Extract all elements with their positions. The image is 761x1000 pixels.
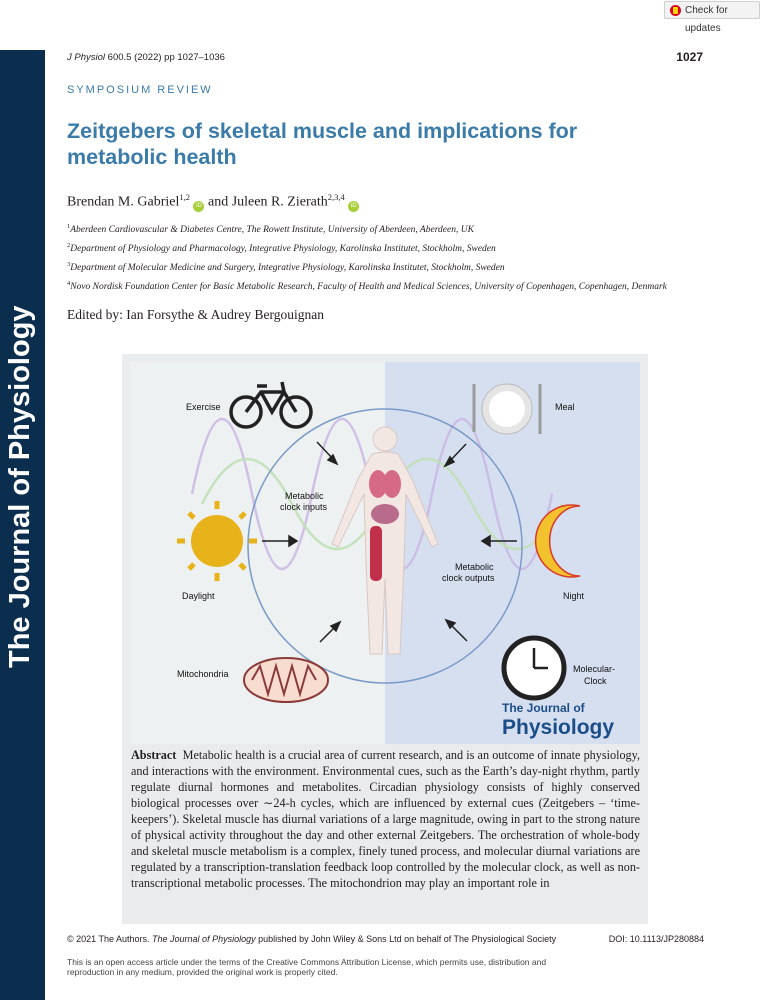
- orcid-icon[interactable]: iD: [348, 201, 359, 212]
- crossmark-icon: [670, 5, 681, 16]
- affiliation-item: [67, 238, 707, 257]
- daylight-label: Daylight: [182, 591, 215, 601]
- abstract-label: Abstract: [131, 748, 177, 762]
- night-label: Night: [563, 591, 585, 601]
- outputs-label: Metabolic: [455, 562, 494, 572]
- affiliation-item: [67, 219, 707, 238]
- copyright-line: [67, 934, 556, 944]
- check-for-updates-button[interactable]: [664, 1, 760, 34]
- affiliation-number: 4: [67, 280, 71, 288]
- author-affil-sup: 2,3,4: [327, 192, 345, 202]
- sidebar-journal-title: The Journal of Physiology: [4, 305, 36, 668]
- affiliation-text: Department of Molecular Medicine and Surgery, Integrative Physiology, Karolinska Institutet, Stockholm, Sweden: [70, 263, 505, 274]
- author-conjunction: and: [204, 194, 232, 210]
- exercise-label: Exercise: [186, 402, 221, 412]
- mitochondria-label: Mitochondria: [177, 669, 229, 679]
- journal-logo-line1: The Journal of: [502, 701, 585, 715]
- affiliation-item: [67, 257, 707, 276]
- graphical-abstract-figure: [122, 354, 648, 744]
- citation-volume: 600.5 (2022) pp 1027–1036: [105, 52, 225, 63]
- article-title: Zeitgebers of skeletal muscle and implications for metabolic health: [67, 119, 578, 169]
- clock-label: Clock: [584, 676, 607, 686]
- section-label: SYMPOSIUM REVIEW: [67, 84, 213, 96]
- check-updates-label: Check for updates: [685, 5, 728, 34]
- graphical-abstract-box: [122, 354, 648, 924]
- affiliations: [67, 219, 707, 296]
- affiliation-text: Novo Nordisk Foundation Center for Basic Metabolic Research, Faculty of Health and Medical Sciences, University of Copenhagen, Copenhagen, Denmark: [70, 282, 667, 293]
- orcid-icon[interactable]: iD: [193, 201, 204, 212]
- page-number: 1027: [676, 50, 703, 64]
- inputs-label: Metabolic: [285, 491, 324, 501]
- affiliation-number: 2: [67, 242, 71, 250]
- copyright-journal: The Journal of Physiology: [152, 934, 256, 944]
- mitochondria-icon: [244, 658, 328, 702]
- journal-citation: [67, 52, 225, 63]
- journal-abbrev: J Physiol: [67, 52, 106, 63]
- author-name: Juleen R. Zierath: [231, 194, 328, 210]
- copyright-suffix: published by John Wiley & Sons Ltd on behalf of The Physiological Society: [255, 934, 557, 944]
- outputs-label: clock outputs: [442, 573, 495, 583]
- author-affil-sup: 1,2: [179, 192, 190, 202]
- license-notice: This is an open access article under the terms of the Creative Commons Attribution License, which permits use, distribution and reproduction in any medium, provided the original work is properly cited.: [67, 957, 547, 977]
- clock-label: Molecular-: [573, 664, 616, 674]
- clock-icon: [504, 638, 564, 698]
- meal-label: Meal: [555, 402, 575, 412]
- abstract-body: Metabolic health is a crucial area of current research, and is an outcome of innate physiology, and interactions with the environment. Environmental cues, such as the Earth’s day-night rhythm, partly regulate diurnal hormones and metabolites. Circadian physiology consists of highly conserved biological processes over ∼24-h cycles, which are influenced by external cues (Zeitgebers – ‘time-keepers’). Skeletal muscle has diurnal variations of a large magnitude, owing in part to the strong nature of physical activity throughout the day and other external Zeitgebers. The orchestration of whole-body and skeletal muscle metabolism is a complex, finely tuned process, and molecular diurnal variations are regulated by a transcription-translation feedback loop controlled by the molecular clock, as well as non-transcriptional metabolic processes. The mitochondrion may play an important role in: [131, 748, 640, 890]
- author-list: [67, 192, 359, 212]
- abstract-paragraph: [131, 747, 640, 891]
- affiliation-text: Aberdeen Cardiovascular & Diabetes Centre, The Rowett Institute, University of Aberdeen, Aberdeen, UK: [70, 225, 474, 236]
- affiliation-text: Department of Physiology and Pharmacology, Integrative Physiology, Karolinska Institutet, Stockholm, Sweden: [70, 244, 496, 255]
- doi-link[interactable]: DOI: 10.1113/JP280884: [608, 934, 704, 944]
- edited-by: Edited by: Ian Forsythe & Audrey Bergouignan: [67, 307, 324, 322]
- copyright-prefix: © 2021 The Authors.: [67, 934, 153, 944]
- affiliation-number: 1: [67, 223, 71, 230]
- author-name: Brendan M. Gabriel: [67, 194, 180, 210]
- affiliation-number: 3: [67, 261, 71, 269]
- inputs-label: clock inputs: [280, 502, 328, 512]
- journal-logo-line2: Physiology: [502, 716, 615, 739]
- affiliation-item: [67, 276, 707, 295]
